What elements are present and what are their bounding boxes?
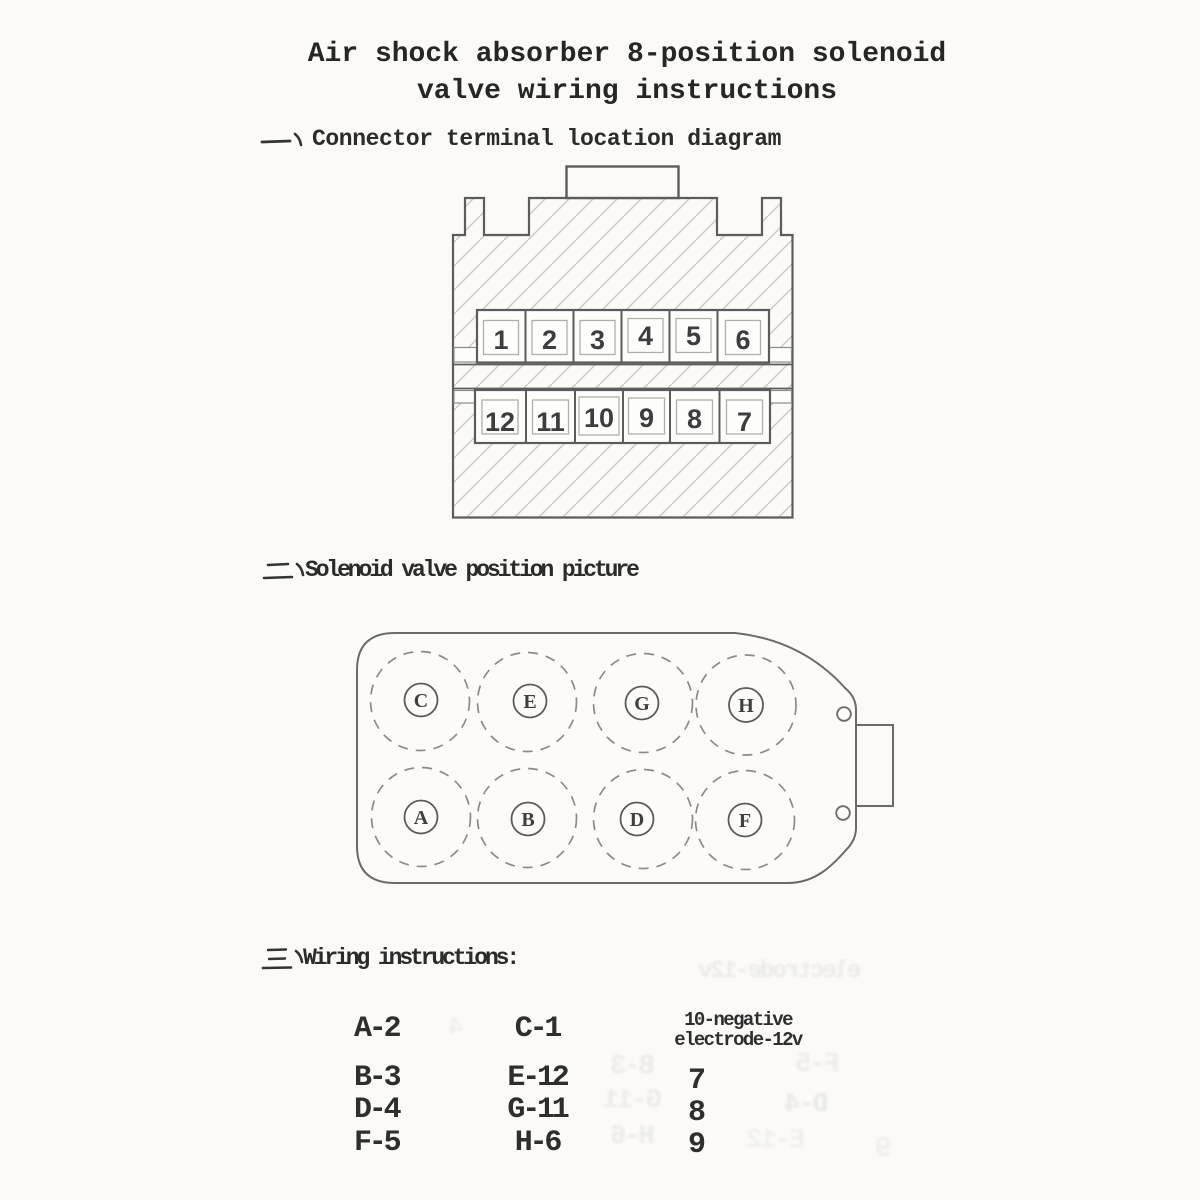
terminal-number: 7 <box>736 407 753 437</box>
terminal-number: 9 <box>638 403 655 433</box>
channel-bottom-right <box>769 391 792 404</box>
wiring-entry-8: 8 <box>688 1096 703 1130</box>
terminal-number: 12 <box>484 407 516 437</box>
wiring-entry-h: H-6 <box>514 1126 560 1160</box>
wiring-negative-line-1: 10-negative <box>684 1009 792 1031</box>
wiring-entry-9: 9 <box>688 1128 703 1162</box>
valve-port-letter: D <box>629 809 645 831</box>
bleed-through-text: G-11 <box>605 1086 662 1116</box>
section-2-marker <box>261 558 307 584</box>
terminal-number: 4 <box>637 321 654 351</box>
wiring-entry-f: F-5 <box>354 1126 399 1160</box>
wiring-entry-a: A-2 <box>354 1012 399 1046</box>
bleed-through-text: F-5 <box>797 1050 840 1080</box>
valve-port-letter: E <box>523 691 537 713</box>
solenoid-valve-diagram <box>348 616 908 898</box>
wiring-entry-e: E-12 <box>507 1061 567 1095</box>
wiring-entry-g: G-11 <box>507 1093 567 1127</box>
valve-port-letter: A <box>413 807 429 829</box>
valve-port-letter: F <box>738 810 752 832</box>
section-1-marker <box>259 128 305 154</box>
valve-port-letter: G <box>634 693 650 715</box>
bleed-through-text: E-12 <box>748 1126 805 1156</box>
terminal-number: 6 <box>735 325 751 355</box>
valve-connector-stub <box>856 725 893 806</box>
title-line-2: valve wiring instructions <box>416 76 838 107</box>
wiring-entry-b: B-3 <box>354 1061 399 1095</box>
bleed-through-text: 9 <box>876 1132 893 1166</box>
document-title <box>54 36 1200 110</box>
bleed-through-text: D-4 <box>786 1090 829 1120</box>
channel-bottom-left <box>454 391 476 404</box>
terminal-number: 10 <box>583 403 615 433</box>
terminal-number: 1 <box>493 325 509 355</box>
terminal-number: 3 <box>589 325 606 355</box>
terminal-number: 8 <box>686 404 703 434</box>
wiring-entry-7: 7 <box>688 1064 703 1098</box>
section-3-marker <box>260 946 306 972</box>
wiring-entry-d: D-4 <box>354 1093 399 1127</box>
channel-top-right <box>768 348 792 363</box>
bleed-through-text: 4 <box>450 1012 464 1042</box>
bleed-through-text: electrode-12v <box>700 958 862 985</box>
section-1-heading: Connector terminal location diagram <box>312 126 782 152</box>
terminal-number: 11 <box>536 407 565 437</box>
valve-port-letter: B <box>521 809 535 831</box>
title-line-1: Air shock absorber 8-position solenoid <box>307 39 947 70</box>
valve-port-letter: H <box>738 695 754 717</box>
connector-terminal-diagram <box>440 160 806 530</box>
mounting-hole-bottom <box>836 806 850 820</box>
section-2-heading: Solenoid valve position picture <box>305 557 637 583</box>
mounting-hole-top <box>837 707 851 721</box>
valve-port-letter: C <box>413 690 429 712</box>
terminal-number: 2 <box>541 325 558 355</box>
wiring-entry-c: C-1 <box>514 1012 560 1046</box>
connector-top-tab <box>567 167 679 199</box>
bleed-through-text: H-6 <box>612 1122 655 1152</box>
wiring-negative-line-2: electrode-12v <box>674 1029 802 1051</box>
channel-top-left <box>454 348 479 363</box>
section-3-heading: Wiring instructions: <box>303 945 518 971</box>
bleed-through-text: B-3 <box>612 1052 655 1082</box>
terminal-number: 5 <box>685 321 702 351</box>
